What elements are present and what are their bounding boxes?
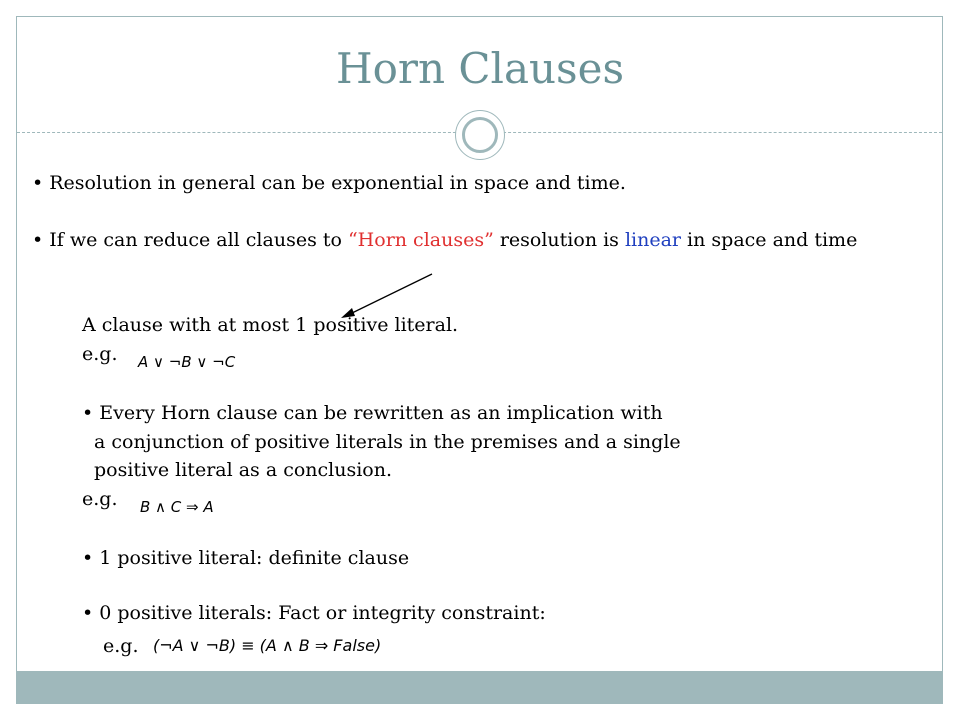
formula-clause-example: A ∨ ¬B ∨ ¬C [138, 353, 236, 371]
eg-label-3: e.g. [103, 635, 139, 657]
bullet-resolution-general: • Resolution in general can be exponential in space and time. [32, 172, 626, 194]
rewrite-line-3: positive literal as a conclusion. [94, 459, 393, 481]
eg-label-2: e.g. [82, 488, 118, 510]
bullet-horn-pre: • If we can reduce all clauses to [32, 229, 348, 251]
horn-definition: A clause with at most 1 positive literal. [82, 314, 459, 336]
fact-constraint-bullet: • 0 positive literals: Fact or integrity constraint: [82, 602, 546, 624]
rewrite-line-2: a conjunction of positive literals in the premises and a single [94, 431, 681, 453]
rewrite-line-1: • Every Horn clause can be rewritten as an implication with [82, 402, 663, 424]
bullet-horn-post: in space and time [681, 229, 858, 251]
eg-label-1: e.g. [82, 343, 118, 365]
linear-highlight: linear [624, 229, 682, 251]
footer-bar [17, 671, 942, 704]
bullet-horn-mid: resolution is [493, 229, 625, 251]
formula-implication-example: B ∧ C ⇒ A [140, 498, 214, 516]
horn-clauses-highlight: “Horn clauses” [347, 229, 494, 251]
formula-equivalence-example: (¬A ∨ ¬B) ≡ (A ∧ B ⇒ False) [153, 636, 382, 655]
slide-title: Horn Clauses [335, 44, 624, 93]
definite-clause-bullet: • 1 positive literal: definite clause [82, 547, 410, 569]
